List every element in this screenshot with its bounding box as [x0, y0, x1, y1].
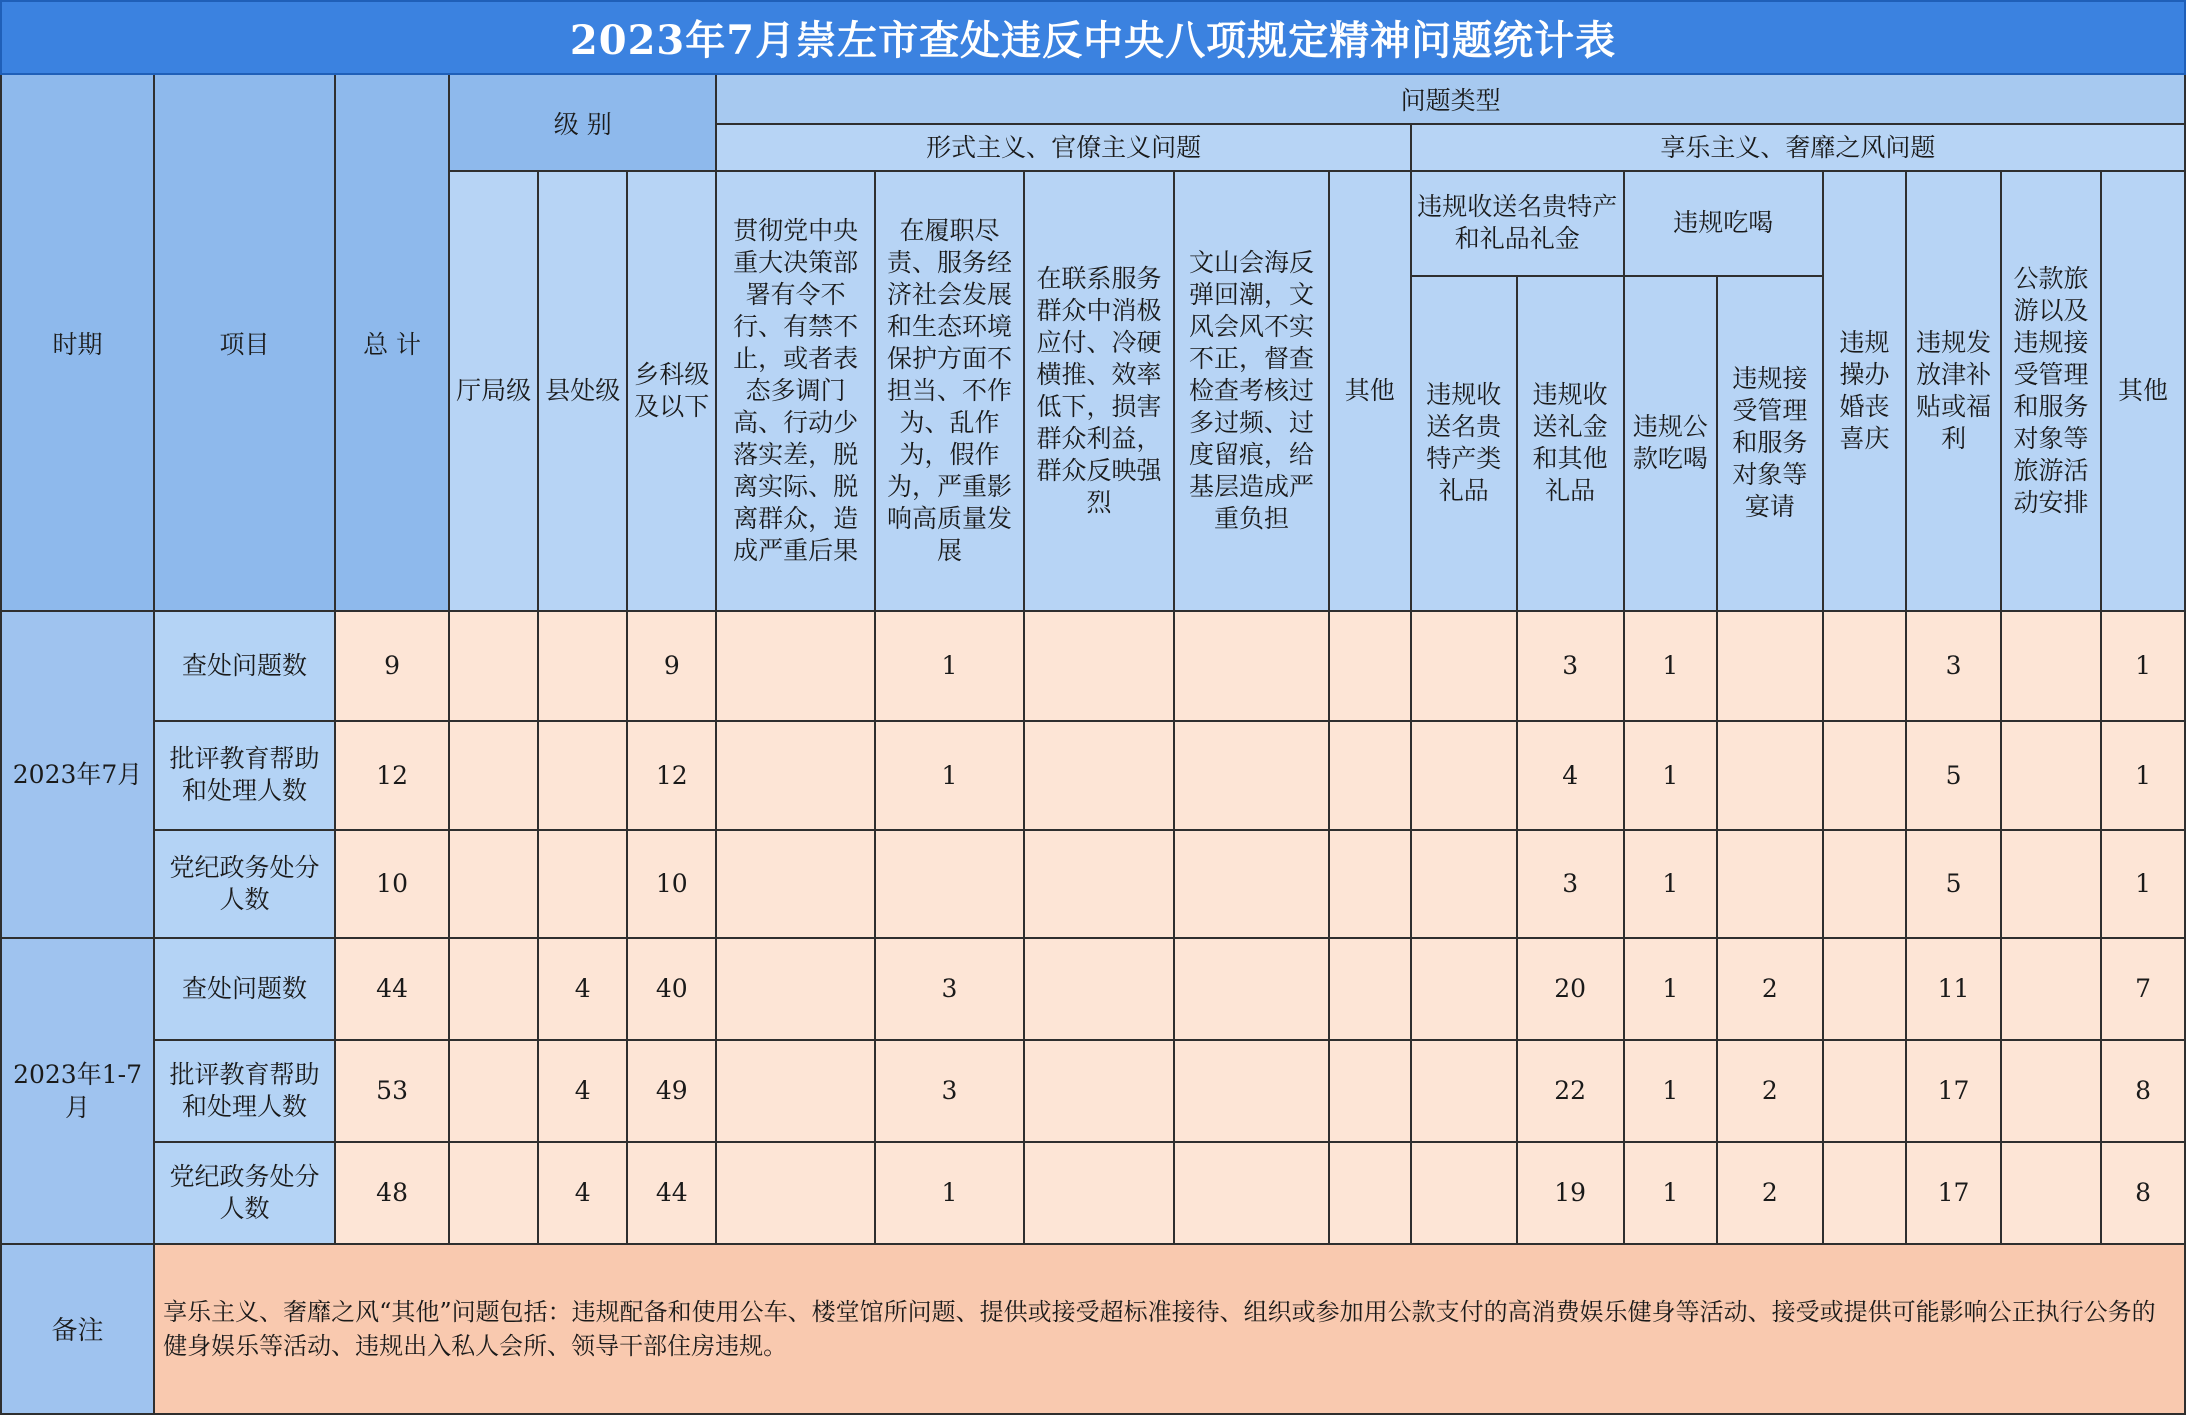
value-cell: 3 [875, 938, 1024, 1040]
value-cell [1411, 721, 1517, 830]
row-item-label: 党纪政务处分人数 [154, 830, 335, 938]
header-formalism-col: 贯彻党中央重大决策部署有令不行、有禁不止，或者表态多调门高、行动少落实差，脱离实际、脱离群众，造成严重后果 [716, 171, 875, 611]
header-hedonism-col: 其他 [2101, 171, 2185, 611]
value-cell [1329, 938, 1411, 1040]
value-cell [1174, 830, 1328, 938]
value-cell: 11 [1906, 938, 2001, 1040]
value-cell: 19 [1517, 1142, 1624, 1244]
value-cell: 12 [627, 721, 716, 830]
value-cell: 8 [2101, 1040, 2185, 1142]
value-cell: 3 [1517, 611, 1624, 720]
header-dining-col: 违规接受管理和服务对象等宴请 [1717, 276, 1823, 612]
value-cell [1024, 611, 1174, 720]
value-cell [1329, 611, 1411, 720]
header-gift-col: 违规收送名贵特产类礼品 [1411, 276, 1517, 612]
value-cell: 17 [1906, 1142, 2001, 1244]
value-cell: 1 [2101, 721, 2185, 830]
value-cell: 4 [538, 938, 627, 1040]
header-level-col: 厅局级 [449, 171, 538, 611]
value-cell: 49 [627, 1040, 716, 1142]
value-cell: 1 [1624, 721, 1717, 830]
value-cell: 53 [335, 1040, 449, 1142]
period-label: 2023年7月 [1, 611, 154, 938]
table-row [1, 1142, 2185, 1244]
value-cell [2001, 721, 2101, 830]
value-cell: 1 [1624, 1142, 1717, 1244]
row-item-label: 批评教育帮助和处理人数 [154, 721, 335, 830]
value-cell [1823, 1142, 1907, 1244]
header-formalism-col: 文山会海反弹回潮，文风会风不实不正，督查检查考核过多过频、过度留痕，给基层造成严重负担 [1174, 171, 1328, 611]
value-cell: 9 [335, 611, 449, 720]
value-cell: 1 [875, 721, 1024, 830]
value-cell [1823, 721, 1907, 830]
row-item-label: 批评教育帮助和处理人数 [154, 1040, 335, 1142]
value-cell: 44 [627, 1142, 716, 1244]
value-cell [716, 938, 875, 1040]
value-cell: 9 [627, 611, 716, 720]
period-label: 2023年1-7月 [1, 938, 154, 1244]
header-period: 时期 [1, 74, 154, 611]
value-cell: 40 [627, 938, 716, 1040]
value-cell [1174, 611, 1328, 720]
value-cell: 7 [2101, 938, 2185, 1040]
table-row [1, 830, 2185, 938]
note-label: 备注 [1, 1244, 154, 1414]
header-formalism-col: 在履职尽责、服务经济社会发展和生态环境保护方面不担当、不作为、乱作为，假作为，严重影响高质量发展 [875, 171, 1024, 611]
value-cell: 1 [2101, 830, 2185, 938]
value-cell [1024, 1040, 1174, 1142]
table-row [1, 721, 2185, 830]
value-cell [1411, 830, 1517, 938]
value-cell [1411, 611, 1517, 720]
value-cell [1024, 938, 1174, 1040]
value-cell [716, 1142, 875, 1244]
value-cell [449, 938, 538, 1040]
value-cell [2001, 830, 2101, 938]
header-total: 总 计 [335, 74, 449, 611]
value-cell: 5 [1906, 721, 2001, 830]
value-cell [1717, 611, 1823, 720]
value-cell: 8 [2101, 1142, 2185, 1244]
value-cell [1411, 1142, 1517, 1244]
value-cell [2001, 611, 2101, 720]
table-row [1, 611, 2185, 720]
value-cell [716, 1040, 875, 1142]
header-hedonism-col: 公款旅游以及违规接受管理和服务对象等旅游活动安排 [2001, 171, 2101, 611]
value-cell [1329, 830, 1411, 938]
value-cell: 2 [1717, 1142, 1823, 1244]
value-cell [875, 830, 1024, 938]
value-cell [538, 611, 627, 720]
value-cell [1823, 611, 1907, 720]
value-cell [1174, 721, 1328, 830]
note-text: 享乐主义、奢靡之风“其他”问题包括：违规配备和使用公车、楼堂馆所问题、提供或接受超标准接待、组织或参加用公款支付的高消费娱乐健身等活动、接受或提供可能影响公正执行公务的健身娱乐等活动、违规出入私人会所、领导干部住房违规。 [154, 1244, 2185, 1414]
value-cell: 2 [1717, 938, 1823, 1040]
value-cell [1024, 721, 1174, 830]
value-cell: 12 [335, 721, 449, 830]
header-formalism-col: 在联系服务群众中消极应付、冷硬横推、效率低下，损害群众利益，群众反映强烈 [1024, 171, 1174, 611]
value-cell [2001, 1040, 2101, 1142]
value-cell: 3 [875, 1040, 1024, 1142]
value-cell: 3 [1906, 611, 2001, 720]
value-cell: 4 [538, 1142, 627, 1244]
value-cell [716, 830, 875, 938]
row-item-label: 查处问题数 [154, 611, 335, 720]
value-cell [2001, 1142, 2101, 1244]
value-cell: 10 [335, 830, 449, 938]
header-hedonism-group: 享乐主义、奢靡之风问题 [1411, 124, 2185, 171]
value-cell: 4 [1517, 721, 1624, 830]
value-cell: 22 [1517, 1040, 1624, 1142]
value-cell [538, 721, 627, 830]
value-cell: 2 [1717, 1040, 1823, 1142]
value-cell [716, 721, 875, 830]
header-formalism-group: 形式主义、官僚主义问题 [716, 124, 1410, 171]
header-formalism-col: 其他 [1329, 171, 1411, 611]
value-cell: 3 [1517, 830, 1624, 938]
value-cell: 1 [875, 611, 1024, 720]
value-cell [449, 611, 538, 720]
value-cell [1024, 830, 1174, 938]
value-cell: 1 [1624, 830, 1717, 938]
value-cell: 5 [1906, 830, 2001, 938]
header-problem-type: 问题类型 [716, 74, 2185, 124]
header-level: 级 别 [449, 74, 716, 171]
value-cell [1411, 938, 1517, 1040]
value-cell [449, 1040, 538, 1142]
value-cell [1024, 1142, 1174, 1244]
value-cell [1717, 830, 1823, 938]
table-row [1, 938, 2185, 1040]
row-item-label: 党纪政务处分人数 [154, 1142, 335, 1244]
value-cell [1823, 830, 1907, 938]
header-level-col: 县处级 [538, 171, 627, 611]
value-cell: 17 [1906, 1040, 2001, 1142]
header-hedonism-col: 违规操办婚丧喜庆 [1823, 171, 1907, 611]
value-cell: 1 [1624, 1040, 1717, 1142]
header-level-col: 乡科级及以下 [627, 171, 716, 611]
value-cell [449, 1142, 538, 1244]
value-cell: 10 [627, 830, 716, 938]
value-cell: 20 [1517, 938, 1624, 1040]
value-cell: 1 [875, 1142, 1024, 1244]
header-gift-group: 违规收送名贵特产和礼品礼金 [1411, 171, 1624, 275]
table-title: 2023年7月崇左市查处违反中央八项规定精神问题统计表 [1, 1, 2185, 74]
value-cell [1823, 938, 1907, 1040]
value-cell: 44 [335, 938, 449, 1040]
value-cell [1823, 1040, 1907, 1142]
value-cell [1411, 1040, 1517, 1142]
header-dining-group: 违规吃喝 [1624, 171, 1823, 275]
value-cell [1717, 721, 1823, 830]
value-cell [1174, 1040, 1328, 1142]
value-cell [449, 830, 538, 938]
value-cell [449, 721, 538, 830]
value-cell: 1 [2101, 611, 2185, 720]
header-dining-col: 违规公款吃喝 [1624, 276, 1717, 612]
header-gift-col: 违规收送礼金和其他礼品 [1517, 276, 1624, 612]
header-item: 项目 [154, 74, 335, 611]
value-cell [1329, 1040, 1411, 1142]
row-item-label: 查处问题数 [154, 938, 335, 1040]
value-cell [1329, 721, 1411, 830]
table-row [1, 1040, 2185, 1142]
value-cell [538, 830, 627, 938]
value-cell: 48 [335, 1142, 449, 1244]
value-cell [2001, 938, 2101, 1040]
value-cell: 4 [538, 1040, 627, 1142]
value-cell [1174, 938, 1328, 1040]
value-cell: 1 [1624, 611, 1717, 720]
value-cell: 1 [1624, 938, 1717, 1040]
value-cell [1329, 1142, 1411, 1244]
value-cell [1174, 1142, 1328, 1244]
header-hedonism-col: 违规发放津补贴或福利 [1906, 171, 2001, 611]
value-cell [716, 611, 875, 720]
